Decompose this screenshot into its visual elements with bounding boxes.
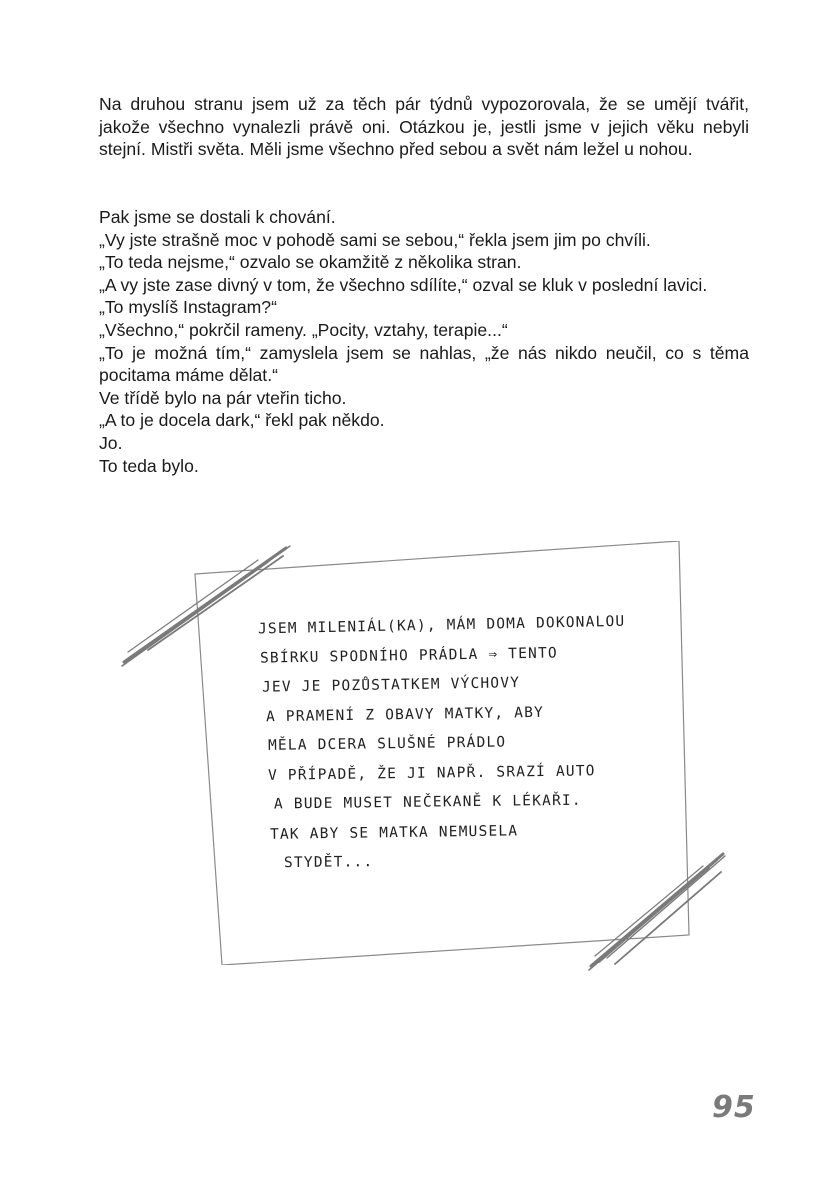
note-line: STYDĚT... [283, 854, 374, 872]
dialogue-line: Ve třídě bylo na pár vteřin ticho. [99, 387, 347, 408]
dialogue-line: „Vy jste strašně moc v pohodě sami se sebou,“ řekla jsem jim po chvíli. [99, 229, 651, 250]
note-line: A BUDE MUSET NEČEKANĚ K LÉKAŘI. [273, 792, 582, 813]
note-line: MĚLA DCERA SLUŠNÉ PRÁDLO [267, 734, 507, 754]
note-line: JSEM MILENIÁL(KA), MÁM DOMA DOKONALOU [257, 613, 626, 638]
note-line: V PŘÍPADĚ, ŽE JI NAPŘ. SRAZÍ AUTO [267, 762, 596, 784]
note-line: A PRAMENÍ Z OBAVY MATKY, ABY [265, 704, 545, 725]
dialogue-line: „To myslíš Instagram?“ [99, 297, 277, 318]
dialogue-line: Jo. [99, 432, 123, 453]
paragraph-2 [99, 206, 749, 477]
dialogue-line: „To je možná tím,“ zamyslela jsem se nahlas, „že nás nikdo neučil, co s těma pocitama máme dělat.“ [99, 342, 749, 386]
dialogue-line: „Všechno,“ pokrčil rameny. „Pocity, vztahy, terapie...“ [99, 319, 508, 340]
page-number: 95 [712, 1090, 756, 1125]
paragraph-1-text: Na druhou stranu jsem už za těch pár týdnů vypozorovala, že se umějí tvářit, jakože všechno vynalezli právě oni. Otázkou je, jestli jsme v jejich věku nebyli stejní. Mistři světa. Měli jsme všechno před sebou a svět nám ležel u nohou. [99, 94, 749, 160]
note-line: TAK ABY SE MATKA NEMUSELA [269, 822, 519, 843]
dialogue-line: To teda bylo. [99, 455, 199, 476]
dialogue-line: „A vy jste zase divný v tom, že všechno sdílíte,“ ozval se kluk v poslední lavici. [99, 274, 708, 295]
note-line: SBÍRKU SPODNÍHO PRÁDLA ⇒ TENTO [259, 644, 559, 667]
paragraph-1 [99, 93, 749, 161]
note-line: JEV JE POZŮSTATKEM VÝCHOVY [261, 675, 521, 696]
handwritten-note-text [258, 611, 678, 877]
dialogue-line: Pak jsme se dostali k chování. [99, 207, 336, 227]
dialogue-line: „To teda nejsme,“ ozvalo se okamžitě z několika stran. [99, 252, 522, 273]
dialogue-line: „A to je docela dark,“ řekl pak někdo. [99, 410, 385, 431]
